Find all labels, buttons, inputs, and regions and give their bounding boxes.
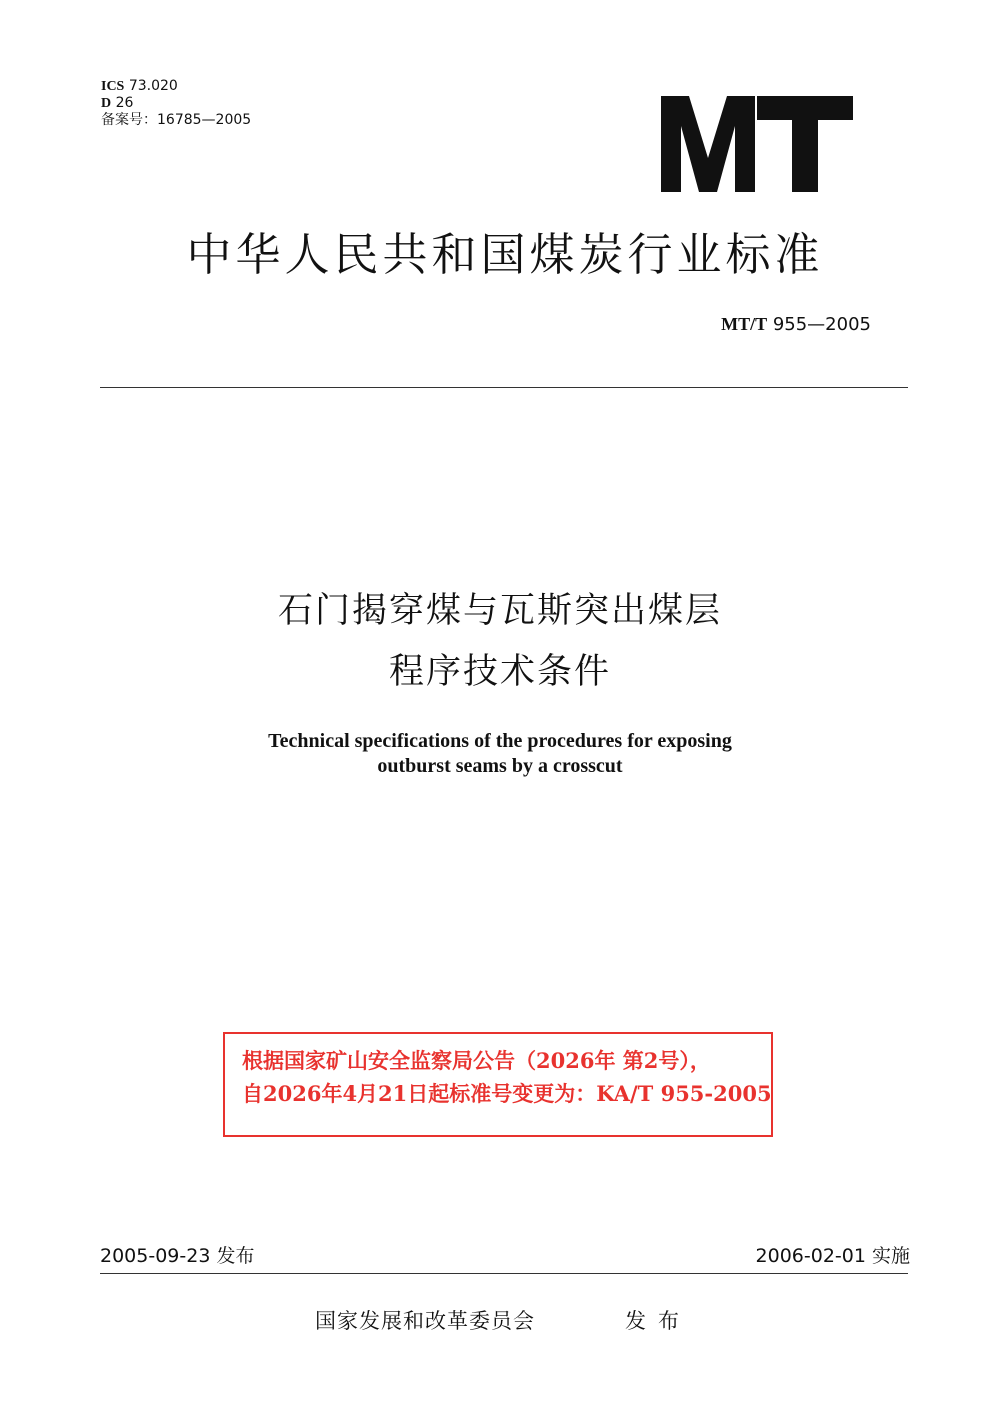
standard-number-rest: 955—2005 (772, 314, 871, 335)
standard-number (721, 314, 871, 335)
ccs-line (101, 95, 251, 112)
ccs-code: 26 (115, 95, 134, 111)
ics-code: 73.020 (128, 78, 178, 94)
notice-line-2: 自2026年4月21日起标准号变更为：KA/T 955-2005 (242, 1081, 772, 1106)
standard-number-prefix: MT/T (721, 314, 768, 334)
implement-date: 2006-02-01 实施 (755, 1245, 910, 1267)
document-title-en-line2: outburst seams by a crosscut (377, 755, 623, 777)
document-title-en-line1: Technical specifications of the procedures for exposing (268, 730, 732, 752)
publish-date: 2005-09-23 发布 (100, 1245, 255, 1267)
ics-line (101, 78, 251, 95)
standard-change-notice (223, 1032, 773, 1137)
record-line (101, 112, 251, 129)
ccs-label: D (101, 96, 112, 111)
record-number: 16785—2005 (157, 112, 252, 128)
header-divider (100, 387, 908, 388)
classification-block (101, 78, 251, 129)
ics-label: ICS (101, 79, 125, 94)
notice-line-1: 根据国家矿山安全监察局公告（2026年 第2号）， (242, 1048, 711, 1073)
document-title-cn-line1: 石门揭穿煤与瓦斯突出煤层 (277, 591, 722, 631)
document-title-cn-line2: 程序技术条件 (388, 652, 611, 692)
issuer-name: 国家发展和改革委员会 (315, 1309, 535, 1333)
mt-logo (661, 96, 853, 192)
issue-verb: 发布 (625, 1309, 691, 1333)
record-label: 备案号： (101, 112, 157, 128)
footer-divider (100, 1273, 908, 1274)
standard-title: 中华人民共和国煤炭行业标准 (186, 228, 824, 281)
